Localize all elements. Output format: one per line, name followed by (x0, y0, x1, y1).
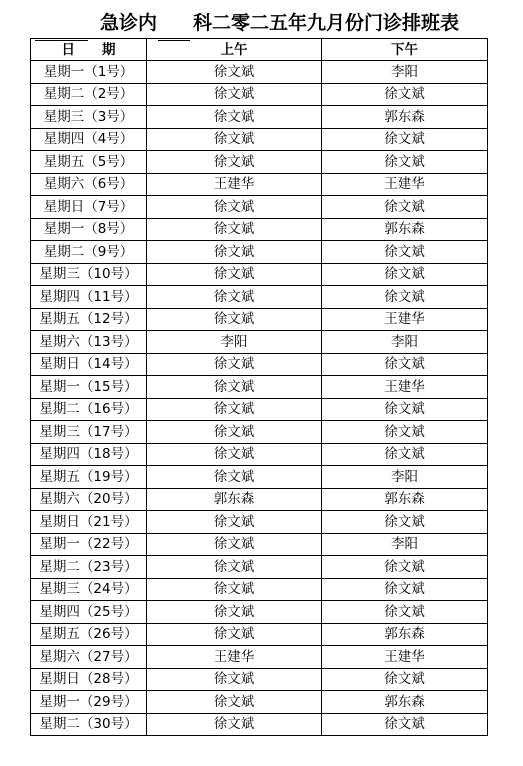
title-main: 科二零二五年九月份门诊排班表 (193, 12, 460, 34)
table-row (31, 376, 488, 399)
cell-date: 星期三（24号） (31, 578, 147, 601)
cell-afternoon: 王建华 (322, 308, 488, 331)
table-row (31, 421, 488, 444)
cell-morning: 徐文斌 (147, 241, 322, 264)
cell-afternoon: 徐文斌 (322, 668, 488, 691)
cell-morning: 徐文斌 (147, 668, 322, 691)
cell-date: 星期三（17号） (31, 421, 147, 444)
cell-date: 星期日（28号） (31, 668, 147, 691)
cell-date: 星期六（6号） (31, 173, 147, 196)
page-title (0, 6, 523, 38)
cell-date: 星期日（21号） (31, 511, 147, 534)
cell-morning: 徐文斌 (147, 308, 322, 331)
cell-afternoon: 徐文斌 (322, 443, 488, 466)
table-row (31, 601, 488, 624)
cell-morning: 徐文斌 (147, 578, 322, 601)
table-row (31, 488, 488, 511)
cell-afternoon: 徐文斌 (322, 196, 488, 219)
cell-morning: 徐文斌 (147, 83, 322, 106)
cell-morning: 徐文斌 (147, 556, 322, 579)
cell-date: 星期六（27号） (31, 646, 147, 669)
cell-morning: 徐文斌 (147, 128, 322, 151)
cell-morning: 徐文斌 (147, 623, 322, 646)
cell-afternoon: 徐文斌 (322, 286, 488, 309)
table-row (31, 196, 488, 219)
header-date: 日 期 (31, 39, 147, 61)
cell-morning: 徐文斌 (147, 106, 322, 129)
cell-date: 星期一（1号） (31, 61, 147, 84)
cell-morning: 徐文斌 (147, 286, 322, 309)
cell-morning: 徐文斌 (147, 61, 322, 84)
cell-date: 星期四（18号） (31, 443, 147, 466)
cell-afternoon: 王建华 (322, 173, 488, 196)
table-row (31, 466, 488, 489)
cell-morning: 李阳 (147, 331, 322, 354)
table-row (31, 151, 488, 174)
cell-date: 星期四（11号） (31, 286, 147, 309)
table-header-row (31, 39, 488, 61)
table-row (31, 398, 488, 421)
cell-date: 星期三（10号） (31, 263, 147, 286)
cell-morning: 徐文斌 (147, 196, 322, 219)
cell-morning: 王建华 (147, 173, 322, 196)
table-row (31, 443, 488, 466)
cell-afternoon: 郭东森 (322, 488, 488, 511)
cell-date: 星期四（25号） (31, 601, 147, 624)
cell-date: 星期五（26号） (31, 623, 147, 646)
cell-date: 星期二（2号） (31, 83, 147, 106)
cell-morning: 徐文斌 (147, 443, 322, 466)
table-row (31, 286, 488, 309)
cell-afternoon: 徐文斌 (322, 83, 488, 106)
cell-afternoon: 李阳 (322, 466, 488, 489)
cell-afternoon: 郭东森 (322, 106, 488, 129)
table-row (31, 263, 488, 286)
header-morning: 上午 (147, 39, 322, 61)
cell-afternoon: 徐文斌 (322, 578, 488, 601)
cell-morning: 徐文斌 (147, 218, 322, 241)
cell-date: 星期二（9号） (31, 241, 147, 264)
cell-morning: 徐文斌 (147, 713, 322, 736)
table-row (31, 331, 488, 354)
table-row (31, 241, 488, 264)
table-row (31, 83, 488, 106)
table-row (31, 713, 488, 736)
table-body (31, 61, 488, 736)
cell-date: 星期五（12号） (31, 308, 147, 331)
table-row (31, 173, 488, 196)
cell-morning: 徐文斌 (147, 353, 322, 376)
table-row (31, 533, 488, 556)
cell-morning: 郭东森 (147, 488, 322, 511)
table-row (31, 106, 488, 129)
table-row (31, 691, 488, 714)
cell-afternoon: 徐文斌 (322, 128, 488, 151)
cell-date: 星期三（3号） (31, 106, 147, 129)
cell-afternoon: 郭东森 (322, 691, 488, 714)
cell-morning: 徐文斌 (147, 466, 322, 489)
cell-afternoon: 徐文斌 (322, 556, 488, 579)
cell-morning: 徐文斌 (147, 691, 322, 714)
table-row (31, 556, 488, 579)
cell-date: 星期五（19号） (31, 466, 147, 489)
cell-morning: 徐文斌 (147, 421, 322, 444)
table-row (31, 511, 488, 534)
table-row (31, 646, 488, 669)
cell-morning: 徐文斌 (147, 151, 322, 174)
cell-morning: 徐文斌 (147, 511, 322, 534)
title-department: 急诊内 (100, 12, 158, 34)
cell-date: 星期一（29号） (31, 691, 147, 714)
cell-morning: 徐文斌 (147, 601, 322, 624)
cell-morning: 徐文斌 (147, 263, 322, 286)
cell-afternoon: 徐文斌 (322, 398, 488, 421)
cell-afternoon: 徐文斌 (322, 353, 488, 376)
cell-date: 星期日（14号） (31, 353, 147, 376)
cell-date: 星期一（15号） (31, 376, 147, 399)
cell-date: 星期一（22号） (31, 533, 147, 556)
cell-morning: 王建华 (147, 646, 322, 669)
cell-date: 星期四（4号） (31, 128, 147, 151)
cell-date: 星期六（13号） (31, 331, 147, 354)
header-afternoon: 下午 (322, 39, 488, 61)
cell-afternoon: 郭东森 (322, 623, 488, 646)
cell-afternoon: 徐文斌 (322, 263, 488, 286)
cell-morning: 徐文斌 (147, 376, 322, 399)
cell-afternoon: 李阳 (322, 331, 488, 354)
cell-date: 星期五（5号） (31, 151, 147, 174)
cell-afternoon: 郭东森 (322, 218, 488, 241)
cell-afternoon: 徐文斌 (322, 511, 488, 534)
cell-morning: 徐文斌 (147, 398, 322, 421)
table-row (31, 578, 488, 601)
cell-morning: 徐文斌 (147, 533, 322, 556)
cell-afternoon: 王建华 (322, 376, 488, 399)
cell-afternoon: 李阳 (322, 61, 488, 84)
cell-date: 星期二（16号） (31, 398, 147, 421)
table-row (31, 218, 488, 241)
cell-date: 星期二（30号） (31, 713, 147, 736)
cell-afternoon: 徐文斌 (322, 241, 488, 264)
table-row (31, 308, 488, 331)
table-row (31, 128, 488, 151)
cell-afternoon: 徐文斌 (322, 601, 488, 624)
cell-afternoon: 徐文斌 (322, 421, 488, 444)
cell-date: 星期六（20号） (31, 488, 147, 511)
table-row (31, 353, 488, 376)
cell-afternoon: 徐文斌 (322, 151, 488, 174)
schedule-table (30, 38, 488, 736)
cell-afternoon: 徐文斌 (322, 713, 488, 736)
cell-date: 星期日（7号） (31, 196, 147, 219)
cell-date: 星期一（8号） (31, 218, 147, 241)
cell-afternoon: 王建华 (322, 646, 488, 669)
table-row (31, 668, 488, 691)
cell-date: 星期二（23号） (31, 556, 147, 579)
cell-afternoon: 李阳 (322, 533, 488, 556)
table-row (31, 61, 488, 84)
table-row (31, 623, 488, 646)
